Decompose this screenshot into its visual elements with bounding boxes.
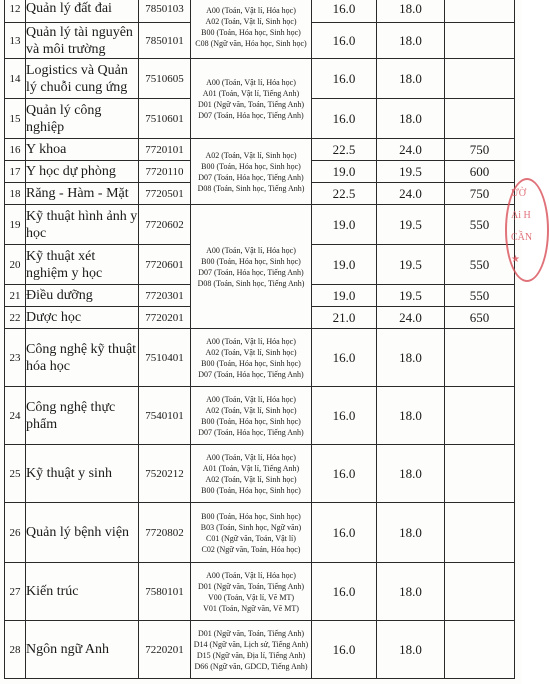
score-2: 24.0 xyxy=(377,139,445,161)
major-code: 7720301 xyxy=(139,285,191,307)
subject-combinations xyxy=(191,445,312,503)
combo-line: A00 (Toán, Vật lí, Hóa học) xyxy=(206,5,296,15)
subject-combinations xyxy=(191,139,312,205)
combo-line: A02 (Toán, Vật lí, Sinh học) xyxy=(205,405,297,415)
subject-combinations xyxy=(191,205,312,329)
major-code: 7720101 xyxy=(139,139,191,161)
major-code: 7520212 xyxy=(139,445,191,503)
combo-line: A00 (Toán, Vật lí, Hóa học) xyxy=(206,336,296,346)
combo-line: A00 (Toán, Vật lí, Hóa học) xyxy=(206,452,296,462)
row-number: 19 xyxy=(5,205,26,245)
score-3: 650 xyxy=(445,307,515,329)
score-1: 16.0 xyxy=(312,0,377,23)
row-number: 28 xyxy=(5,621,26,679)
major-name: Ngôn ngữ Anh xyxy=(26,621,139,679)
major-code: 7510401 xyxy=(139,329,191,387)
score-3 xyxy=(445,99,515,139)
combo-line: C08 (Ngữ văn, Hóa học, Sinh học) xyxy=(195,38,307,48)
major-code: 7720201 xyxy=(139,307,191,329)
score-2: 24.0 xyxy=(377,307,445,329)
combo-line: D07 (Toán, Hóa học, Tiếng Anh) xyxy=(198,172,304,182)
major-name: Y khoa xyxy=(26,139,139,161)
university-seal-stamp xyxy=(505,178,549,282)
combo-line: B00 (Toán, Hóa học, Sinh học) xyxy=(201,358,301,368)
score-1: 19.0 xyxy=(312,161,377,183)
major-name: Điều dưỡng xyxy=(26,285,139,307)
subject-combinations xyxy=(191,503,312,563)
combo-line: D07 (Toán, Hóa học, Tiếng Anh) xyxy=(198,369,304,379)
score-3 xyxy=(445,23,515,59)
row-number: 12 xyxy=(5,0,26,23)
score-1: 16.0 xyxy=(312,99,377,139)
combo-line: B00 (Toán, Hóa học, Sinh học) xyxy=(201,161,301,171)
score-2: 18.0 xyxy=(377,99,445,139)
combo-line: D07 (Toán, Hóa học, Tiếng Anh) xyxy=(198,427,304,437)
score-2: 18.0 xyxy=(377,387,445,445)
score-3 xyxy=(445,445,515,503)
major-name: Kỹ thuật hình ảnh y học xyxy=(26,205,139,245)
major-code: 7720601 xyxy=(139,245,191,285)
combo-line: B00 (Toán, Hóa học, Sinh học) xyxy=(201,27,301,37)
score-2: 18.0 xyxy=(377,23,445,59)
combo-line: D08 (Toán, Sinh học, Tiếng Anh) xyxy=(197,278,305,288)
score-1: 16.0 xyxy=(312,621,377,679)
score-1: 16.0 xyxy=(312,387,377,445)
score-3 xyxy=(445,0,515,23)
score-2: 18.0 xyxy=(377,563,445,621)
combo-line: D07 (Toán, Hóa học, Tiếng Anh) xyxy=(198,110,304,120)
combo-line: D14 (Ngữ văn, Lịch sử, Tiếng Anh) xyxy=(193,639,309,649)
combo-line: D01 (Ngữ văn, Toán, Tiếng Anh) xyxy=(197,628,305,638)
score-2: 19.5 xyxy=(377,285,445,307)
score-3: 750 xyxy=(445,183,515,205)
score-1: 16.0 xyxy=(312,59,377,99)
subject-combinations xyxy=(191,329,312,387)
score-2: 18.0 xyxy=(377,503,445,563)
seal-text: ƯỜ xyxy=(511,188,526,199)
combo-line: A01 (Toán, Vật lí, Tiếng Anh) xyxy=(202,88,300,98)
major-name: Quản lý tài nguyên và môi trường xyxy=(26,23,139,59)
table-row xyxy=(5,59,515,99)
row-number: 25 xyxy=(5,445,26,503)
row-number: 18 xyxy=(5,183,26,205)
table-row xyxy=(5,139,515,161)
score-3: 550 xyxy=(445,205,515,245)
row-number: 26 xyxy=(5,503,26,563)
combo-line: D08 (Toán, Sinh học, Tiếng Anh) xyxy=(197,183,305,193)
score-1: 19.0 xyxy=(312,205,377,245)
subject-combinations xyxy=(191,621,312,679)
combo-line: D66 (Ngữ văn, GDCD, Tiếng Anh) xyxy=(194,661,308,671)
major-name: Quản lý công nghiệp xyxy=(26,99,139,139)
combo-line: A02 (Toán, Vật lí, Sinh học) xyxy=(205,347,297,357)
major-name: Quản lý bệnh viện xyxy=(26,503,139,563)
score-3 xyxy=(445,329,515,387)
subject-combinations xyxy=(191,0,312,59)
major-code: 7580101 xyxy=(139,563,191,621)
score-1: 19.0 xyxy=(312,245,377,285)
row-number: 23 xyxy=(5,329,26,387)
major-code: 7720110 xyxy=(139,161,191,183)
combo-line: V00 (Toán, Vật lí, Vẽ MT) xyxy=(207,592,295,602)
major-name: Công nghệ thực phẩm xyxy=(26,387,139,445)
score-3 xyxy=(445,563,515,621)
score-2: 24.0 xyxy=(377,183,445,205)
table-row xyxy=(5,445,515,503)
score-3 xyxy=(445,387,515,445)
score-2: 19.5 xyxy=(377,161,445,183)
table-row xyxy=(5,387,515,445)
combo-line: A00 (Toán, Vật lí, Hóa học) xyxy=(206,394,296,404)
score-1: 19.0 xyxy=(312,285,377,307)
score-3: 550 xyxy=(445,285,515,307)
major-code: 7720802 xyxy=(139,503,191,563)
major-code: 7850101 xyxy=(139,23,191,59)
table-row xyxy=(5,329,515,387)
score-1: 21.0 xyxy=(312,307,377,329)
score-3: 600 xyxy=(445,161,515,183)
combo-line: A00 (Toán, Vật lí, Hóa học) xyxy=(206,77,296,87)
table-row xyxy=(5,563,515,621)
major-name: Kỹ thuật xét nghiệm y học xyxy=(26,245,139,285)
score-2: 18.0 xyxy=(377,59,445,99)
combo-line: B03 (Toán, Sinh học, Ngữ văn) xyxy=(200,522,302,532)
score-3 xyxy=(445,503,515,563)
score-1: 16.0 xyxy=(312,445,377,503)
combo-line: A02 (Toán, Vật lí, Sinh học) xyxy=(205,474,297,484)
subject-combinations xyxy=(191,387,312,445)
score-1: 22.5 xyxy=(312,139,377,161)
combo-line: A02 (Toán, Vật lí, Sinh học) xyxy=(205,150,297,160)
score-2: 18.0 xyxy=(377,445,445,503)
major-code: 7720602 xyxy=(139,205,191,245)
row-number: 24 xyxy=(5,387,26,445)
major-code: 7510605 xyxy=(139,59,191,99)
major-name: Y học dự phòng xyxy=(26,161,139,183)
table-row xyxy=(5,0,515,23)
combo-line: D01 (Ngữ văn, Toán, Tiếng Anh) xyxy=(197,581,305,591)
score-2: 18.0 xyxy=(377,329,445,387)
combo-line: B00 (Toán, Hóa học, Sinh học) xyxy=(201,511,301,521)
score-1: 16.0 xyxy=(312,503,377,563)
combo-line: D15 (Ngữ văn, Địa lí, Tiếng Anh) xyxy=(196,650,306,660)
row-number: 17 xyxy=(5,161,26,183)
major-code: 7720501 xyxy=(139,183,191,205)
combo-line: A02 (Toán, Vật lí, Sinh học) xyxy=(205,16,297,26)
score-3 xyxy=(445,59,515,99)
row-number: 16 xyxy=(5,139,26,161)
seal-text: CẦN xyxy=(511,232,533,243)
combo-line: C02 (Ngữ văn, Toán, Hóa học) xyxy=(201,544,301,554)
row-number: 22 xyxy=(5,307,26,329)
row-number: 21 xyxy=(5,285,26,307)
combo-line: A00 (Toán, Vật lí, Hóa học) xyxy=(206,570,296,580)
table-row xyxy=(5,503,515,563)
row-number: 27 xyxy=(5,563,26,621)
combo-line: B00 (Toán, Hóa học, Sinh học) xyxy=(201,256,301,266)
combo-line: A00 (Toán, Vật lí, Hóa học) xyxy=(206,245,296,255)
seal-text: Ại H xyxy=(511,210,531,221)
table-row xyxy=(5,205,515,245)
score-3 xyxy=(445,621,515,679)
combo-line: D01 (Ngữ văn, Toán, Tiếng Anh) xyxy=(197,99,305,109)
combo-line: A01 (Toán, Vật lí, Tiếng Anh) xyxy=(202,463,300,473)
row-number: 14 xyxy=(5,59,26,99)
major-code: 7510601 xyxy=(139,99,191,139)
major-code: 7540101 xyxy=(139,387,191,445)
score-2: 18.0 xyxy=(377,0,445,23)
score-1: 22.5 xyxy=(312,183,377,205)
combo-line: C01 (Ngữ văn, Toán, Vật lí) xyxy=(206,533,296,543)
major-name: Công nghệ kỹ thuật hóa học xyxy=(26,329,139,387)
row-number: 20 xyxy=(5,245,26,285)
major-code: 7850103 xyxy=(139,0,191,23)
major-name: Dược học xyxy=(26,307,139,329)
major-name: Kỹ thuật y sinh xyxy=(26,445,139,503)
score-1: 16.0 xyxy=(312,23,377,59)
score-2: 19.5 xyxy=(377,205,445,245)
table-row xyxy=(5,621,515,679)
combo-line: B00 (Toán, Hóa học, Sinh học) xyxy=(201,416,301,426)
score-1: 16.0 xyxy=(312,563,377,621)
combo-line: D07 (Toán, Hóa học, Tiếng Anh) xyxy=(198,267,304,277)
major-name: Kiến trúc xyxy=(26,563,139,621)
combo-line: B00 (Toán, Hóa học, Sinh học) xyxy=(201,485,301,495)
subject-combinations xyxy=(191,563,312,621)
major-code: 7220201 xyxy=(139,621,191,679)
subject-combinations xyxy=(191,59,312,139)
major-name: Quản lý đất đai xyxy=(26,0,139,23)
major-name: Răng - Hàm - Mặt xyxy=(26,183,139,205)
row-number: 15 xyxy=(5,99,26,139)
star-icon: ★ xyxy=(511,254,520,265)
admission-score-table xyxy=(4,0,515,679)
score-2: 18.0 xyxy=(377,621,445,679)
score-3: 750 xyxy=(445,139,515,161)
score-3: 550 xyxy=(445,245,515,285)
row-number: 13 xyxy=(5,23,26,59)
combo-line: V01 (Toán, Ngữ văn, Vẽ MT) xyxy=(203,603,299,613)
score-2: 19.5 xyxy=(377,245,445,285)
score-1: 16.0 xyxy=(312,329,377,387)
major-name: Logistics và Quản lý chuỗi cung ứng xyxy=(26,59,139,99)
